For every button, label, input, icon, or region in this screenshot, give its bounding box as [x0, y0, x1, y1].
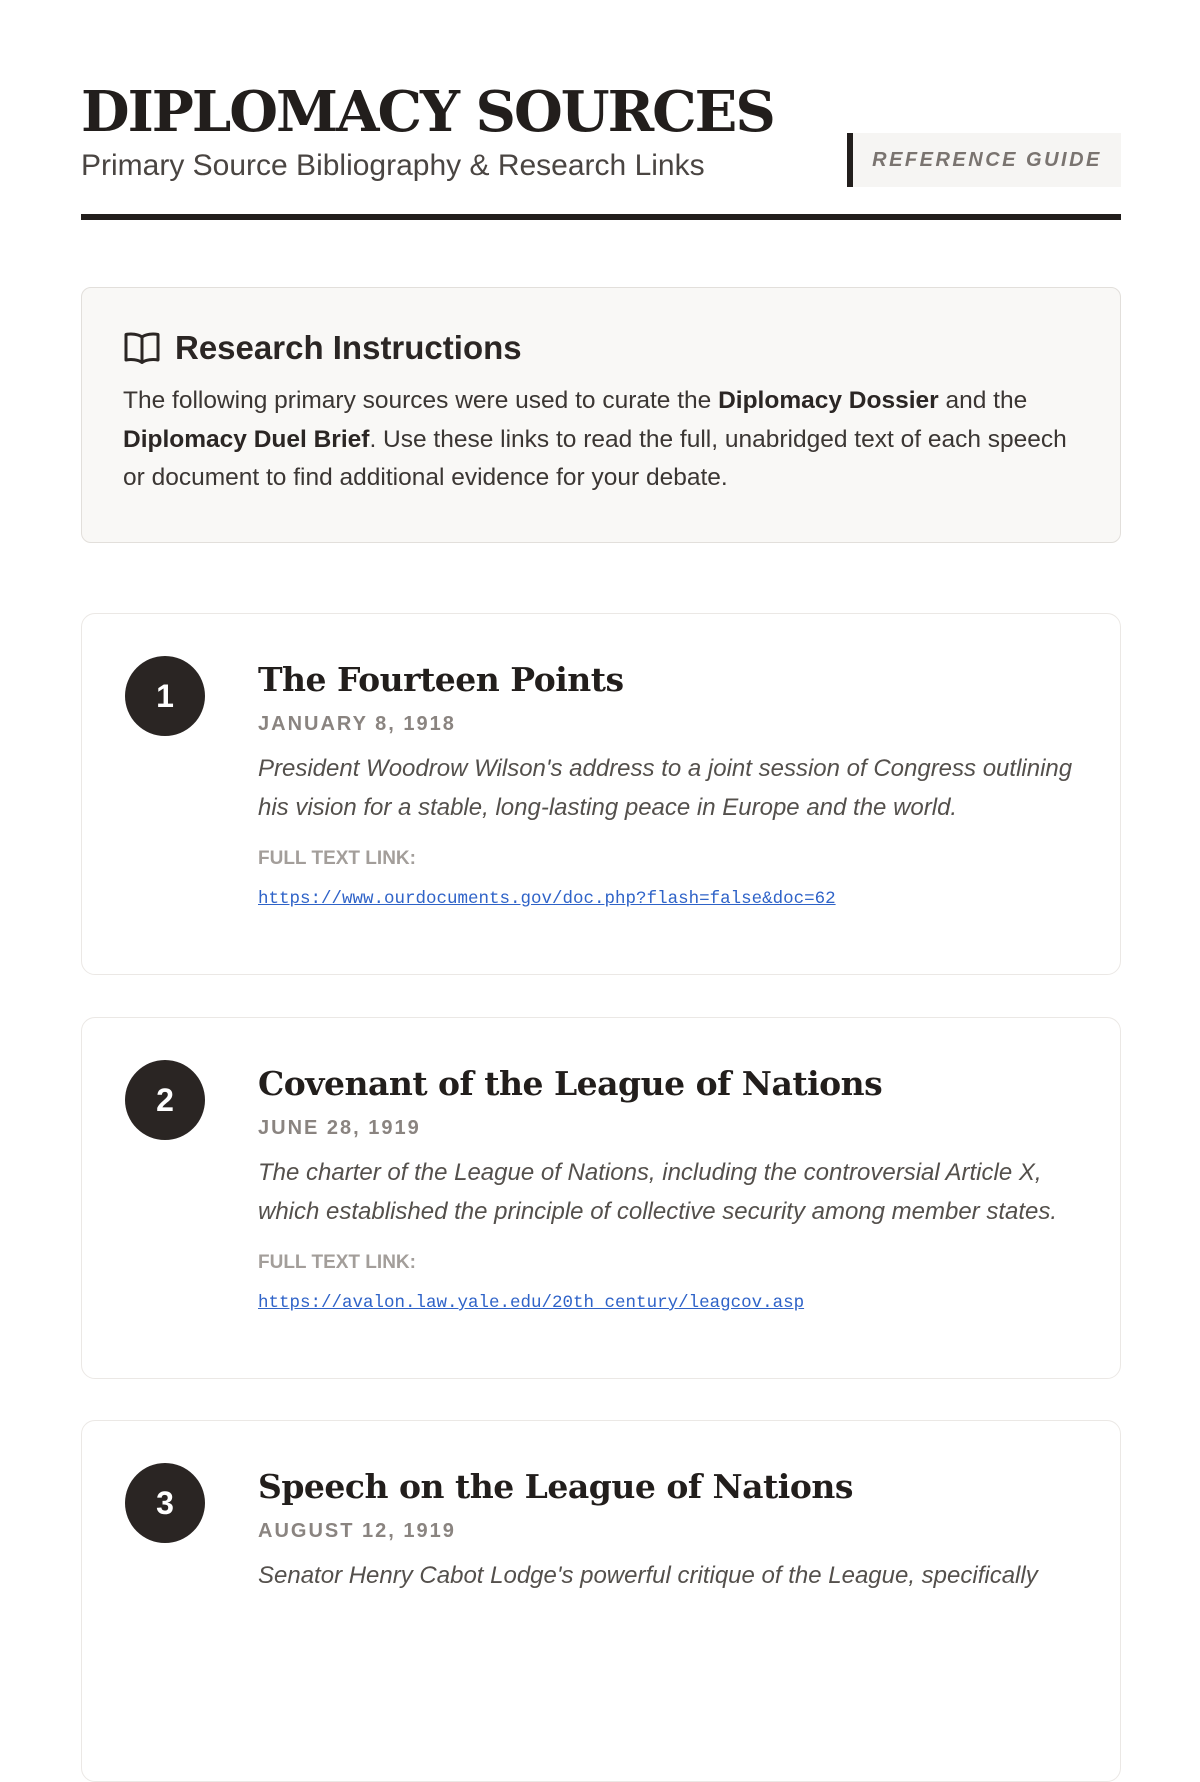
source-card-body [258, 1465, 1088, 1596]
instructions-text-part: . Use these links to read the full, unabridged text of each speech or document to find additional evidence for your debate. [123, 425, 1067, 491]
reference-guide-badge: REFERENCE GUIDE [847, 133, 1121, 187]
source-card [81, 1420, 1121, 1782]
source-number-badge: 2 [125, 1060, 205, 1140]
source-card-body [258, 658, 1088, 911]
page-subtitle: Primary Source Bibliography & Research Links [81, 149, 705, 182]
instructions-text-part: and the [938, 387, 1028, 414]
research-instructions-panel [81, 287, 1121, 543]
source-number-badge: 1 [125, 656, 205, 736]
source-card [81, 1017, 1121, 1379]
source-description: President Woodrow Wilson's address to a joint session of Congress outlining his vision for a stable, long-lasting peace in Europe and the world. [258, 755, 1073, 821]
full-text-link[interactable]: https://www.ourdocuments.gov/doc.php?flash=false&doc=62 [258, 889, 836, 909]
full-text-link-label: FULL TEXT LINK: [258, 1252, 416, 1273]
instructions-text-part: The following primary sources were used to curate the [123, 387, 719, 414]
page-title: DIPLOMACY SOURCES [81, 79, 774, 145]
full-text-link-label: FULL TEXT LINK: [258, 848, 416, 869]
source-number-badge: 3 [125, 1463, 205, 1543]
diplomacy-duel-brief-term: Diplomacy Duel Brief [123, 425, 370, 453]
page [81, 0, 1121, 1589]
instructions-text [123, 382, 1080, 498]
source-title: Covenant of the League of Nations [258, 1064, 883, 1103]
source-description: Senator Henry Cabot Lodge's powerful critique of the League, specifically [258, 1562, 1038, 1589]
source-card [81, 613, 1121, 975]
source-card-body [258, 1062, 1088, 1315]
header-divider [81, 214, 1121, 220]
source-date: JUNE 28, 1919 [258, 1117, 421, 1139]
source-title: Speech on the League of Nations [258, 1467, 853, 1506]
source-description: The charter of the League of Nations, including the controversial Article X, which established the principle of collective security among member states. [258, 1159, 1058, 1225]
instructions-heading [123, 328, 1080, 368]
page-header [81, 0, 1121, 220]
full-text-link[interactable]: https://avalon.law.yale.edu/20th_century/leagcov.asp [258, 1293, 805, 1313]
source-date: AUGUST 12, 1919 [258, 1520, 456, 1542]
instructions-title: Research Instructions [175, 329, 522, 366]
open-book-icon [123, 331, 161, 365]
source-date: JANUARY 8, 1918 [258, 713, 456, 735]
diplomacy-dossier-term: Diplomacy Dossier [718, 387, 939, 414]
source-title: The Fourteen Points [258, 660, 624, 699]
